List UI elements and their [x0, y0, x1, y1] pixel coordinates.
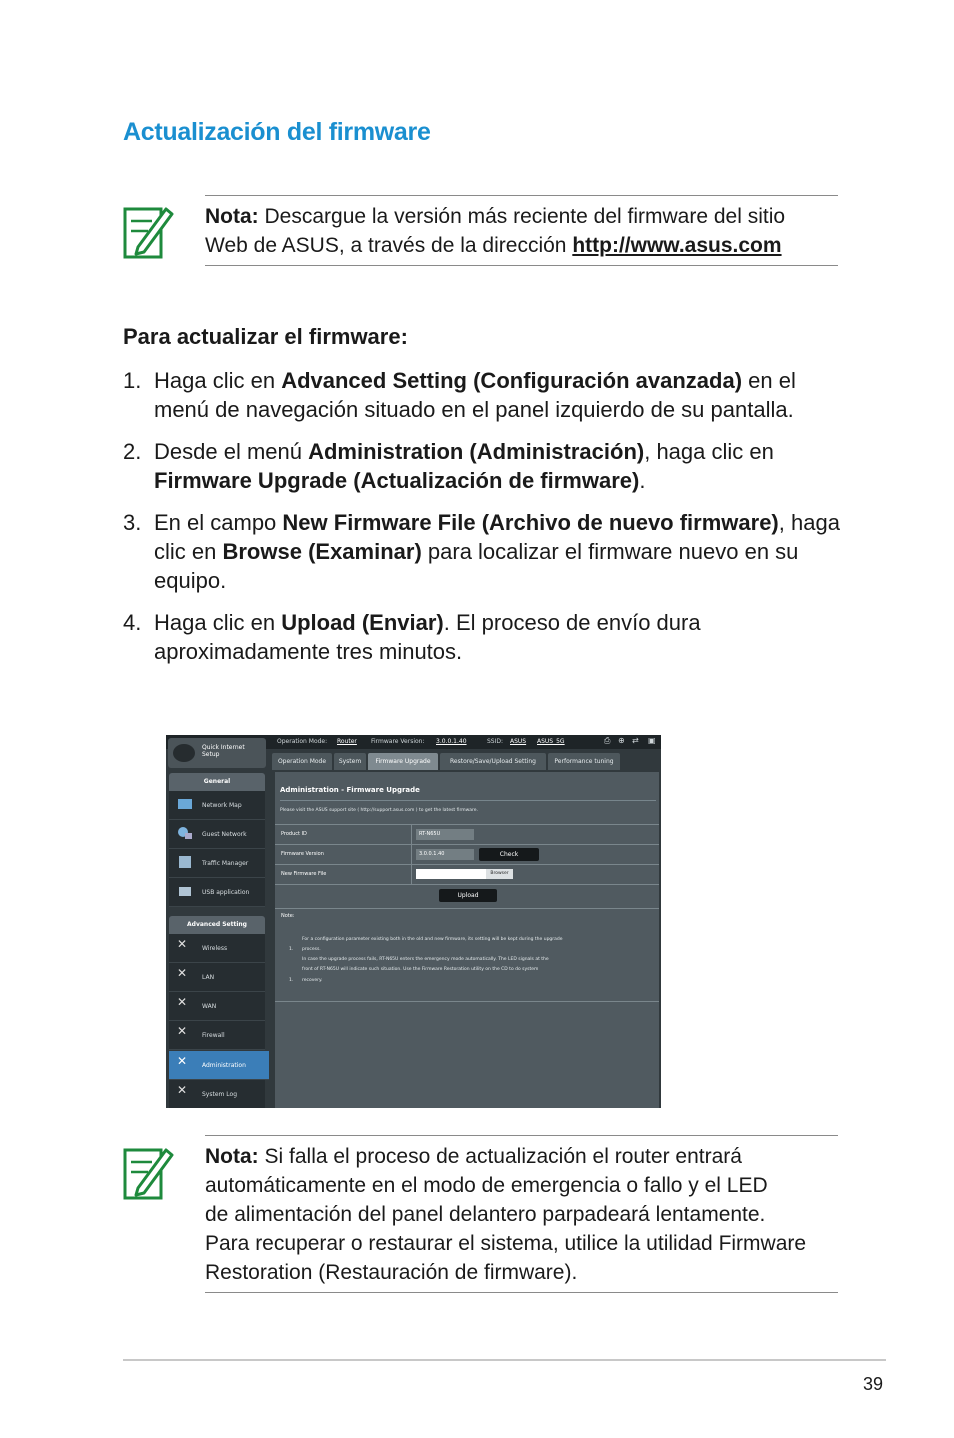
upload-button[interactable]: Upload [439, 889, 497, 902]
note-box-recovery: Nota: Si falla el proceso de actualización el router entrará automáticamente en el modo de emergencia o fallo y el LED de alimentación del panel delantero parpadeará lentamente. Para recuperar o restaurar el sistema, utilice la utilidad Firmware Restoration (Restauración de firmware). [205, 1135, 838, 1293]
link-icon: ⊕ [618, 736, 625, 745]
row-new-firmware-file: New Firmware File Browser [275, 864, 659, 884]
note-box-download [205, 195, 838, 266]
firmware-version-value: 3.0.0.1.40 [416, 849, 474, 860]
sidebar-item-network-map[interactable]: Network Map [169, 791, 265, 820]
wrench-icon: ✕ [177, 995, 188, 1009]
footer-divider [123, 1359, 886, 1361]
asus-link[interactable]: http://www.asus.com [572, 234, 782, 257]
note-label: Nota: [205, 205, 259, 228]
tab-restore-save-upload[interactable]: Restore/Save/Upload Setting [440, 753, 546, 770]
step-1: 1. Haga clic en Advanced Setting (Configuración avanzada) en el menú de navegación situado en el panel izquierdo de su pantalla. [123, 368, 796, 422]
quick-internet-setup-button[interactable]: Quick Internet Setup [168, 738, 266, 768]
check-button[interactable]: Check [479, 848, 539, 861]
wrench-icon: ✕ [177, 1024, 188, 1038]
firmware-upgrade-panel [275, 772, 659, 1108]
row-firmware-version: Firmware Version 3.0.0.1.40 Check [275, 844, 659, 864]
note-pencil-icon [122, 201, 174, 261]
router-topbar: Operation Mode: Router Firmware Version: 3.0.0.1.40 SSID: ASUS ASUS_5G ⎙ ⊕ ⇄ ▣ [166, 735, 661, 749]
sidebar-item-guest-network[interactable]: Guest Network [169, 820, 265, 849]
qis-logo-icon [173, 744, 195, 762]
row-upload [275, 884, 659, 909]
sidebar-advanced-head: Advanced Setting [169, 916, 265, 934]
sidebar-item-usb-application[interactable]: USB application [169, 878, 265, 907]
steps-list [123, 366, 843, 679]
network-map-icon [177, 797, 193, 811]
tab-system[interactable]: System [334, 753, 366, 770]
section-heading: Actualización del firmware [123, 118, 431, 146]
step-3: 3. En el campo New Firmware File (Archivo de nuevo firmware), haga clic en Browse (Examinar) para localizar el firmware nuevo en su equipo. [123, 510, 840, 593]
tab-operation-mode[interactable]: Operation Mode [272, 753, 332, 770]
sidebar-item-wan[interactable]: ✕ WAN [169, 992, 265, 1021]
steps-title: Para actualizar el firmware: [123, 324, 408, 349]
page-number: 39 [863, 1374, 884, 1394]
note-text-2: Web de ASUS, a través de la dirección [205, 234, 573, 257]
usb-application-icon [177, 884, 193, 898]
panel-title: Administration - Firmware Upgrade [280, 786, 420, 794]
logout-icon: ▣ [648, 736, 656, 745]
wrench-icon: ✕ [177, 1083, 188, 1097]
row-product-id: Product ID RT-N65U [275, 824, 659, 844]
guest-network-icon [177, 826, 193, 840]
wrench-icon: ✕ [177, 1054, 188, 1068]
step-2: 2. Desde el menú Administration (Administración), haga clic en Firmware Upgrade (Actualización de firmware). [123, 439, 774, 493]
router-ui-screenshot [166, 735, 661, 1108]
note-text: Descargue la versión más reciente del firmware del sitio [258, 205, 786, 228]
sidebar-item-traffic-manager[interactable]: Traffic Manager [169, 849, 265, 878]
traffic-manager-icon [177, 855, 193, 869]
printer-icon: ⎙ [604, 736, 611, 745]
firmware-file-input[interactable] [416, 869, 486, 879]
tab-firmware-upgrade[interactable]: Firmware Upgrade [368, 753, 438, 770]
note-pencil-icon [122, 1142, 174, 1202]
wrench-icon: ✕ [177, 966, 188, 980]
sidebar-general-head: General [169, 773, 265, 791]
step-4: 4. Haga clic en Upload (Enviar). El proceso de envío dura aproximadamente tres minutos. [123, 610, 701, 664]
browse-button[interactable]: Browser [486, 869, 513, 879]
sidebar-item-lan[interactable]: ✕ LAN [169, 963, 265, 992]
sidebar-item-wireless[interactable]: ✕ Wireless [169, 934, 265, 963]
sidebar-item-administration[interactable]: ✕ Administration [169, 1051, 269, 1080]
tab-performance-tuning[interactable]: Performance tuning [548, 753, 620, 770]
panel-description: Please visit the ASUS support site ( http://support.asus.com ) to get the latest firmware. [280, 808, 479, 813]
sidebar-item-firewall[interactable]: ✕ Firewall [169, 1021, 265, 1050]
usb-icon: ⇄ [632, 736, 639, 745]
note-label: Nota: [205, 1145, 259, 1168]
product-id-value: RT-N65U [416, 829, 474, 840]
sidebar-item-system-log[interactable]: ✕ System Log [169, 1080, 265, 1108]
router-note-box: Note: For a configuration parameter existing both in the old and new firmware, its setting will be kept during the upgrade 1. process. In case the upgrade process fails, RT-N65U enters the emergency mode automatically. The LED signals at the front of RT-N65U will indicate such situation. Use the Firmware Restoration utility on the CD to do system 1. recovery. [275, 908, 659, 1002]
wrench-icon: ✕ [177, 937, 188, 951]
